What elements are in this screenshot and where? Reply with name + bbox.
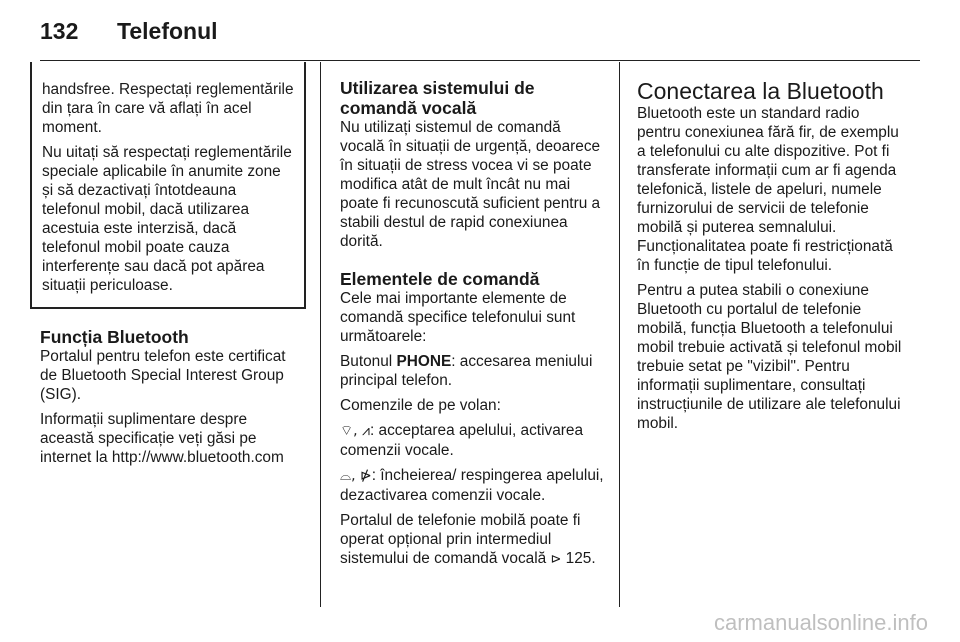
header-rule <box>40 60 920 61</box>
end-call-text: : încheierea/ respingerea apelului, dezactivarea comenzii vocale. <box>340 467 604 504</box>
page-title: Telefonul <box>117 18 218 44</box>
site-watermark: carmanualsonline.info <box>713 610 928 635</box>
page-reference-icon: ⊳ <box>550 551 562 566</box>
bluetooth-certified-paragraph: Portalul pentru telefon este certificat de Bluetooth Special Interest Group (SIG). <box>40 348 286 403</box>
page-number: 132 <box>40 18 79 44</box>
voice-portal-paragraph <box>340 511 606 568</box>
column-1 <box>40 62 302 467</box>
column-divider-1 <box>320 62 321 607</box>
bluetooth-info-paragraph: Informații suplimentare despre această specificație veți găsi pe internet la http://www.bluetooth.com <box>40 411 284 466</box>
bluetooth-setup-paragraph: Pentru a putea stabili o conexiune Bluetooth cu portalul de telefonie mobilă, funcția Bluetooth a telefonului mobil trebuie activată și telefonul mobil trebuie setat pe "vizibil". Pentru informații suplimentare, consultați instrucțiunile de utilizare ale telefonului mobil. <box>637 282 902 432</box>
bluetooth-description-paragraph: Bluetooth este un standard radio pentru conexiunea fără fir, de exemplu a telefonului cu alte dispozitive. Pot fi transferate informații cum ar fi agenda telefonică, listele de apeluri, numele furnizorului de servicii de telefonie mobilă și puterea semnalului. Funcționalitatea poate fi restricționată în funcție de tipul telefonului. <box>637 105 899 274</box>
warning-paragraph-1: handsfree. Respectați reglementările din țara în care vă aflați în acel moment. <box>42 81 294 136</box>
steering-wheel-label: Comenzile de pe volan: <box>340 397 501 414</box>
page-header <box>40 14 920 54</box>
phone-key-label: PHONE <box>396 353 452 370</box>
column-divider-2 <box>619 62 620 607</box>
warning-paragraph-2: Nu uitați să respectați reglementările speciale aplicabile în anumite zone și să dezactivați întotdeauna telefonul mobil, dacă utilizarea acestuia este interzisă, dacă telefonul mobil poate cauza interferențe sau dacă pot apărea situații periculoase. <box>42 144 292 294</box>
voice-portal-text: Portalul de telefonie mobilă poate fi operat opțional prin intermediul sistemului de comandă vocală <box>340 512 581 567</box>
phone-button-description: : accesarea meniului principal telefon. <box>340 353 593 389</box>
bluetooth-function-heading: Funcția Bluetooth <box>40 327 189 347</box>
controls-intro: Cele mai importante elemente de comandă specifice telefonului sunt următoarele: <box>340 290 576 345</box>
voice-control-paragraph: Nu utilizați sistemul de comandă vocală în situații de urgență, deoarece în situații de stress vocea vi se poate modifica atât de mult încât nu mai poate fi recunoscută suficient pentru a stabili destul de rapid conexiunea dorită. <box>340 119 601 250</box>
end-call-icons: ⌓, ⋫ <box>340 468 372 484</box>
page-reference-number: 125. <box>561 550 596 567</box>
bluetooth-connection-heading: Conectarea la Bluetooth <box>637 78 884 104</box>
controls-heading: Elementele de comandă <box>340 269 540 289</box>
accept-call-paragraph <box>340 421 606 460</box>
warning-box <box>30 62 306 309</box>
accept-call-icons: ⌔, ⩘ <box>340 423 370 439</box>
end-call-paragraph <box>340 466 606 505</box>
column-3 <box>637 62 907 433</box>
column-2 <box>340 62 606 568</box>
voice-control-heading: Utilizarea sistemului de comandă vocală <box>340 78 535 118</box>
accept-call-text: : acceptarea apelului, activarea comenzii vocale. <box>340 422 584 459</box>
phone-button-paragraph <box>340 352 606 390</box>
phone-button-prefix: Butonul <box>340 353 397 370</box>
